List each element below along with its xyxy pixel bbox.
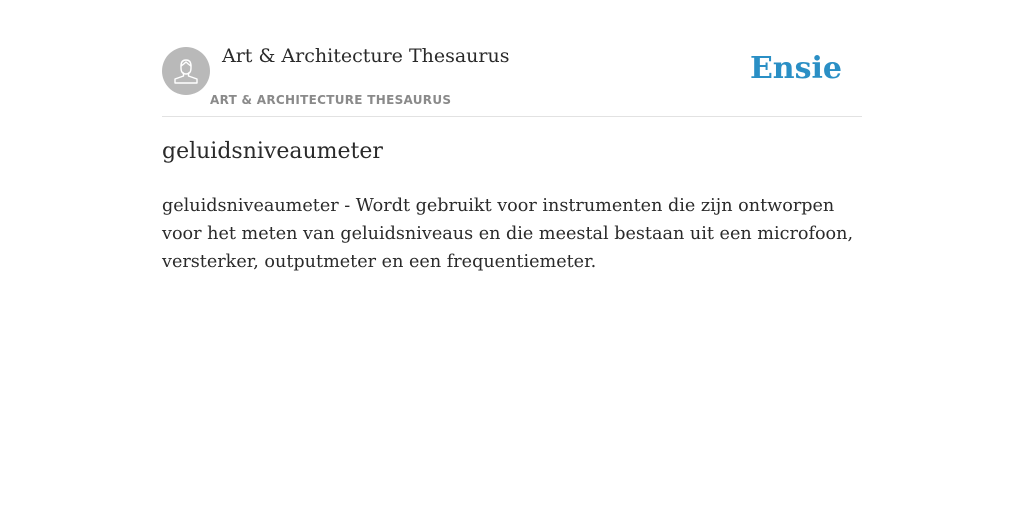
entry-header	[162, 0, 862, 117]
entry-definition: geluidsniveaumeter - Wordt gebruikt voor instrumenten die zijn ontworpen voor het meten van geluidsniveaus en die meestal bestaan uit een microfoon, versterker, outputmeter en een frequentiemeter.	[162, 196, 854, 272]
author-avatar[interactable]	[162, 47, 210, 95]
author-name[interactable]: Art & Architecture Thesaurus	[222, 45, 510, 67]
brand-logo[interactable]: Ensie	[749, 51, 842, 86]
source-label: ART & ARCHITECTURE THESAURUS	[210, 93, 452, 107]
entry-title: geluidsniveaumeter	[162, 139, 383, 164]
user-avatar-icon	[171, 56, 201, 86]
